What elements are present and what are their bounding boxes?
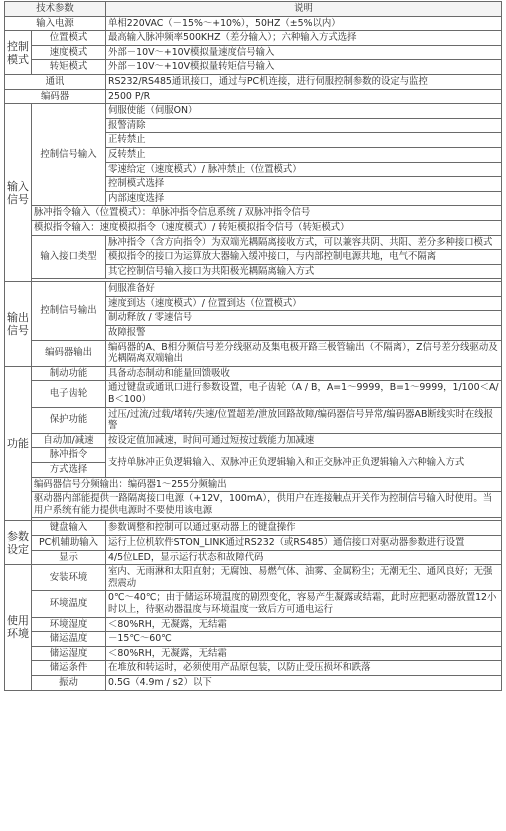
list-item: 脉冲指令（含方向指令）为双端光耦隔离接收方式，可以兼容共阴、共阳、差分多种接口模式 [106,235,502,250]
table-row [5,220,502,235]
list-item: 模拟指令的接口为运算放大器输入缓冲接口，与内部控制电源共地，电气不隔离 [106,250,502,265]
table-row [5,591,502,617]
list-item: 伺服准备好 [106,282,502,297]
table-row [5,89,502,104]
table-row [5,565,502,591]
table-row [5,16,502,31]
row-value: 脉冲指令输入（位置模式）：单脉冲指令信息系统 / 双脉冲指令信号 [32,206,502,221]
row-value: 在堆放和转运时，必须使用产品原包装，以防止受压损坏和跌落 [106,661,502,676]
row-label: 环境湿度 [32,617,106,632]
list-item: 速度到达（速度模式）/ 位置到达（位置模式） [106,296,502,311]
group-control-mode: 控制模式 [5,31,32,75]
table-row [5,433,502,448]
table-row [5,535,502,550]
table-row [5,45,502,60]
row-value: ＜80%RH，无凝露，无结霜 [106,617,502,632]
row-value: －15℃～60℃ [106,632,502,647]
row-value: 通过键盘或通讯口进行参数设置，电子齿轮（A / B，A=1～9999，B=1～9999，1/100＜A/B＜100） [106,381,502,407]
row-value: 4/5位LED，显示运行状态和故障代码 [106,550,502,565]
row-value: 2500 P/R [106,89,502,104]
table-row [5,448,502,463]
table-row [5,31,502,46]
group-output-signal: 输出信号 [5,282,32,367]
table-row [5,74,502,89]
row-label: 控制信号输入 [32,104,106,206]
row-label: 储运条件 [32,661,106,676]
list-item: 零速给定（速度模式）/ 脉冲禁止（位置模式） [106,162,502,177]
row-label: 储运湿度 [32,646,106,661]
row-label: 储运温度 [32,632,106,647]
list-item: 报警清除 [106,118,502,133]
spec-table [4,1,502,691]
table-row [5,407,502,433]
group-param-setting: 参数设定 [5,521,32,565]
row-value: 模拟指令输入：速度模拟指令（速度模式）/ 转矩模拟指令信号（转矩模式） [32,220,502,235]
table-row [5,550,502,565]
table-row [5,492,502,518]
group-input-signal: 输入信号 [5,104,32,282]
row-label: 控制信号输出 [32,282,106,340]
row-value: 0℃～40℃；由于储运环境温度的剧烈变化，容易产生凝露或结霜，此时应把驱动器放置12小时以上，待驱动器温度与环境温度一致后方可通电运行 [106,591,502,617]
header-param: 技术参数 [5,2,106,17]
row-label: 编码器 [5,89,106,104]
table-row [5,282,502,297]
row-label: 输入电源 [5,16,106,31]
table-row [5,617,502,632]
row-label: 安装环境 [32,565,106,591]
row-label: 转矩模式 [32,60,106,75]
row-value: 运行上位机软件STON_LINK通过RS232（或RS485）通信接口对驱动器参数进行设置 [106,535,502,550]
table-row [5,521,502,536]
table-header-row [5,2,502,17]
row-value: 具备动态制动和能量回馈吸收 [106,366,502,381]
row-label: 通讯 [5,74,106,89]
row-label: 方式选择 [32,463,106,478]
row-label: 自动加/减速 [32,433,106,448]
table-row [5,206,502,221]
table-row [5,477,502,492]
row-value: 驱动器内部能提供一路隔离接口电源（+12V，100mA），供用户在连接触点开关作为控制信号输入时使用。当用户系统有能力提供电源时不要使用该电源 [32,492,502,518]
table-row [5,235,502,250]
row-label: 振动 [32,675,106,690]
row-value: 单相220VAC（－15%～+10%），50HZ（±5%以内） [106,16,502,31]
table-row [5,675,502,690]
list-item: 正转禁止 [106,133,502,148]
header-desc: 说明 [106,2,502,17]
row-label: 位置模式 [32,31,106,46]
table-row [5,381,502,407]
list-item: 反转禁止 [106,147,502,162]
row-value: 室内、无雨淋和太阳直射；无腐蚀、易燃气体、油雾、金属粉尘；无潮无尘、通风良好；无强烈震动 [106,565,502,591]
table-row [5,340,502,366]
list-item: 制动释放 / 零速信号 [106,311,502,326]
row-value: 编码器信号分频输出：编码器1～255分频输出 [32,477,502,492]
row-value: 按设定值加减速，时间可通过短按过载能力加减速 [106,433,502,448]
table-row [5,661,502,676]
list-item: 内部速度选择 [106,191,502,206]
table-row [5,632,502,647]
row-label: 显示 [32,550,106,565]
list-item: 其它控制信号输入接口为共阳极光耦隔离输入方式 [106,264,502,279]
row-label: 保护功能 [32,407,106,433]
list-item: 故障报警 [106,326,502,341]
row-value: 0.5G（4.9m / s2）以下 [106,675,502,690]
group-environment: 使用环境 [5,565,32,690]
table-row [5,104,502,119]
row-label: 输入接口类型 [32,235,106,279]
row-value: 外部－10V～+10V模拟量速度信号输入 [106,45,502,60]
row-label: 环境温度 [32,591,106,617]
table-row [5,366,502,381]
row-value: 最高输入脉冲频率500KHZ（差分输入）；六种输入方式选择 [106,31,502,46]
row-label: 制动功能 [32,366,106,381]
row-value: 参数调整和控制可以通过驱动器上的键盘操作 [106,521,502,536]
row-label: 电子齿轮 [32,381,106,407]
row-label: 编码器输出 [32,340,106,366]
table-row [5,646,502,661]
row-label: PC机辅助输入 [32,535,106,550]
row-value: 支持单脉冲正负逻辑输入、双脉冲正负逻辑输入和正交脉冲正负逻辑输入六种输入方式 [106,448,502,477]
row-value: 编码器的A、B相分频信号差分线驱动及集电极开路三极管输出（不隔离），Z信号差分线驱动及光耦隔离双端输出 [106,340,502,366]
row-value: 过压/过流/过载/堵转/失速/位置超差/泄放回路故障/编码器信号异常/编码器AB断线实时在线报警 [106,407,502,433]
row-label: 键盘输入 [32,521,106,536]
row-label: 速度模式 [32,45,106,60]
row-value: ＜80%RH，无凝露，无结霜 [106,646,502,661]
list-item: 控制模式选择 [106,177,502,192]
group-function: 功能 [5,366,32,521]
row-label: 脉冲指令 [32,448,106,463]
list-item: 伺服使能（伺服ON） [106,104,502,119]
row-value: 外部－10V～+10V模拟量转矩信号输入 [106,60,502,75]
table-row [5,60,502,75]
row-value: RS232/RS485通讯接口，通过与PC机连接，进行伺服控制参数的设定与监控 [106,74,502,89]
